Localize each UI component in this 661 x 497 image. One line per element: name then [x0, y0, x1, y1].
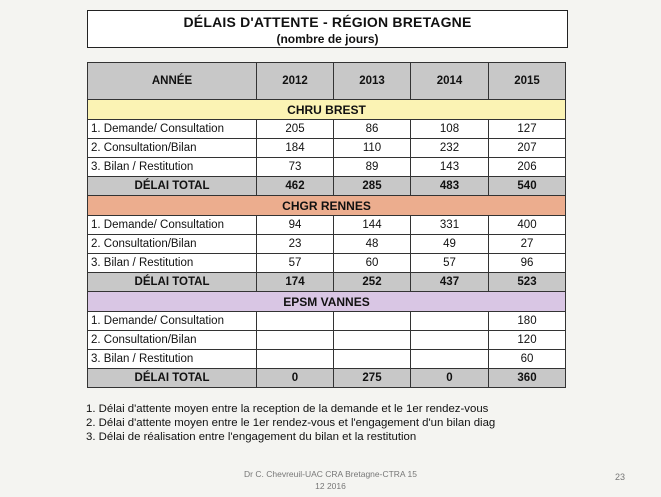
table-row [88, 216, 566, 235]
footnote-3: 3. Délai de réalisation entre l'engagement du bilan et la restitution [86, 431, 417, 443]
table-cell: 143 [411, 158, 489, 177]
row-label: 2. Consultation/Bilan [88, 331, 257, 350]
section-name: CHGR RENNES [88, 196, 566, 216]
total-cell: 523 [489, 273, 566, 292]
table-cell: 110 [334, 139, 411, 158]
row-label: 2. Consultation/Bilan [88, 235, 257, 254]
table-row [88, 350, 566, 369]
total-label: DÉLAI TOTAL [88, 177, 257, 196]
row-label: 1. Demande/ Consultation [88, 312, 257, 331]
table-row [88, 120, 566, 139]
footer-date: 12 2016 [315, 481, 346, 491]
title-box [87, 10, 568, 48]
row-label: 1. Demande/ Consultation [88, 120, 257, 139]
table-cell: 60 [334, 254, 411, 273]
table-cell: 207 [489, 139, 566, 158]
row-label: 1. Demande/ Consultation [88, 216, 257, 235]
table-cell: 23 [257, 235, 334, 254]
table-header-row [88, 63, 566, 100]
row-label: 3. Bilan / Restitution [88, 254, 257, 273]
total-cell: 275 [334, 369, 411, 388]
footer-author: Dr C. Chevreuil-UAC CRA Bretagne-CTRA 15 [244, 469, 417, 479]
year-2014-header: 2014 [411, 63, 489, 100]
total-cell: 252 [334, 273, 411, 292]
table-row [88, 158, 566, 177]
table-row [88, 139, 566, 158]
year-header: ANNÉE [88, 63, 257, 100]
total-label: DÉLAI TOTAL [88, 369, 257, 388]
row-label: 3. Bilan / Restitution [88, 158, 257, 177]
section-row [88, 292, 566, 312]
section-row [88, 196, 566, 216]
page-number: 23 [614, 472, 625, 482]
total-cell: 462 [257, 177, 334, 196]
table-row [88, 312, 566, 331]
total-row [88, 369, 566, 388]
row-label: 2. Consultation/Bilan [88, 139, 257, 158]
table-cell: 184 [257, 139, 334, 158]
table-cell: 48 [334, 235, 411, 254]
table-row [88, 235, 566, 254]
year-2013-header: 2013 [334, 63, 411, 100]
table-cell: 205 [257, 120, 334, 139]
total-cell: 0 [257, 369, 334, 388]
table-cell [257, 350, 334, 369]
table-cell [411, 312, 489, 331]
table-cell: 94 [257, 216, 334, 235]
total-cell: 437 [411, 273, 489, 292]
total-label: DÉLAI TOTAL [88, 273, 257, 292]
table-cell: 86 [334, 120, 411, 139]
document-title: DÉLAIS D'ATTENTE - RÉGION BRETAGNE [183, 14, 472, 30]
table-cell [257, 331, 334, 350]
table-cell: 96 [489, 254, 566, 273]
table-cell: 57 [411, 254, 489, 273]
total-cell: 285 [334, 177, 411, 196]
table-cell: 400 [489, 216, 566, 235]
document-subtitle: (nombre de jours) [276, 32, 379, 46]
table-cell: 73 [257, 158, 334, 177]
table-cell [334, 312, 411, 331]
table-cell: 89 [334, 158, 411, 177]
total-cell: 540 [489, 177, 566, 196]
footnotes [86, 402, 576, 444]
table-cell: 108 [411, 120, 489, 139]
section-row [88, 100, 566, 120]
table-row [88, 254, 566, 273]
table-cell [411, 331, 489, 350]
table-cell: 27 [489, 235, 566, 254]
section-name: EPSM VANNES [88, 292, 566, 312]
footnote-2: 2. Délai d'attente moyen entre le 1er rendez-vous et l'engagement d'un bilan diag [86, 417, 496, 429]
total-row [88, 177, 566, 196]
table-cell: 206 [489, 158, 566, 177]
table-cell [257, 312, 334, 331]
total-cell: 0 [411, 369, 489, 388]
total-row [88, 273, 566, 292]
table-cell: 180 [489, 312, 566, 331]
table-cell: 331 [411, 216, 489, 235]
table-cell: 127 [489, 120, 566, 139]
slide-footer [0, 468, 661, 492]
year-2012-header: 2012 [257, 63, 334, 100]
table-cell: 232 [411, 139, 489, 158]
table-row [88, 331, 566, 350]
year-2015-header: 2015 [489, 63, 566, 100]
table-cell: 120 [489, 331, 566, 350]
delays-table [87, 62, 566, 388]
total-cell: 174 [257, 273, 334, 292]
table-cell [411, 350, 489, 369]
table-cell [334, 331, 411, 350]
row-label: 3. Bilan / Restitution [88, 350, 257, 369]
total-cell: 483 [411, 177, 489, 196]
table-cell: 57 [257, 254, 334, 273]
footnote-1: 1. Délai d'attente moyen entre la reception de la demande et le 1er rendez-vous [86, 403, 489, 415]
total-cell: 360 [489, 369, 566, 388]
table-cell [334, 350, 411, 369]
section-name: CHRU BREST [88, 100, 566, 120]
table-cell: 49 [411, 235, 489, 254]
table-cell: 60 [489, 350, 566, 369]
table-cell: 144 [334, 216, 411, 235]
